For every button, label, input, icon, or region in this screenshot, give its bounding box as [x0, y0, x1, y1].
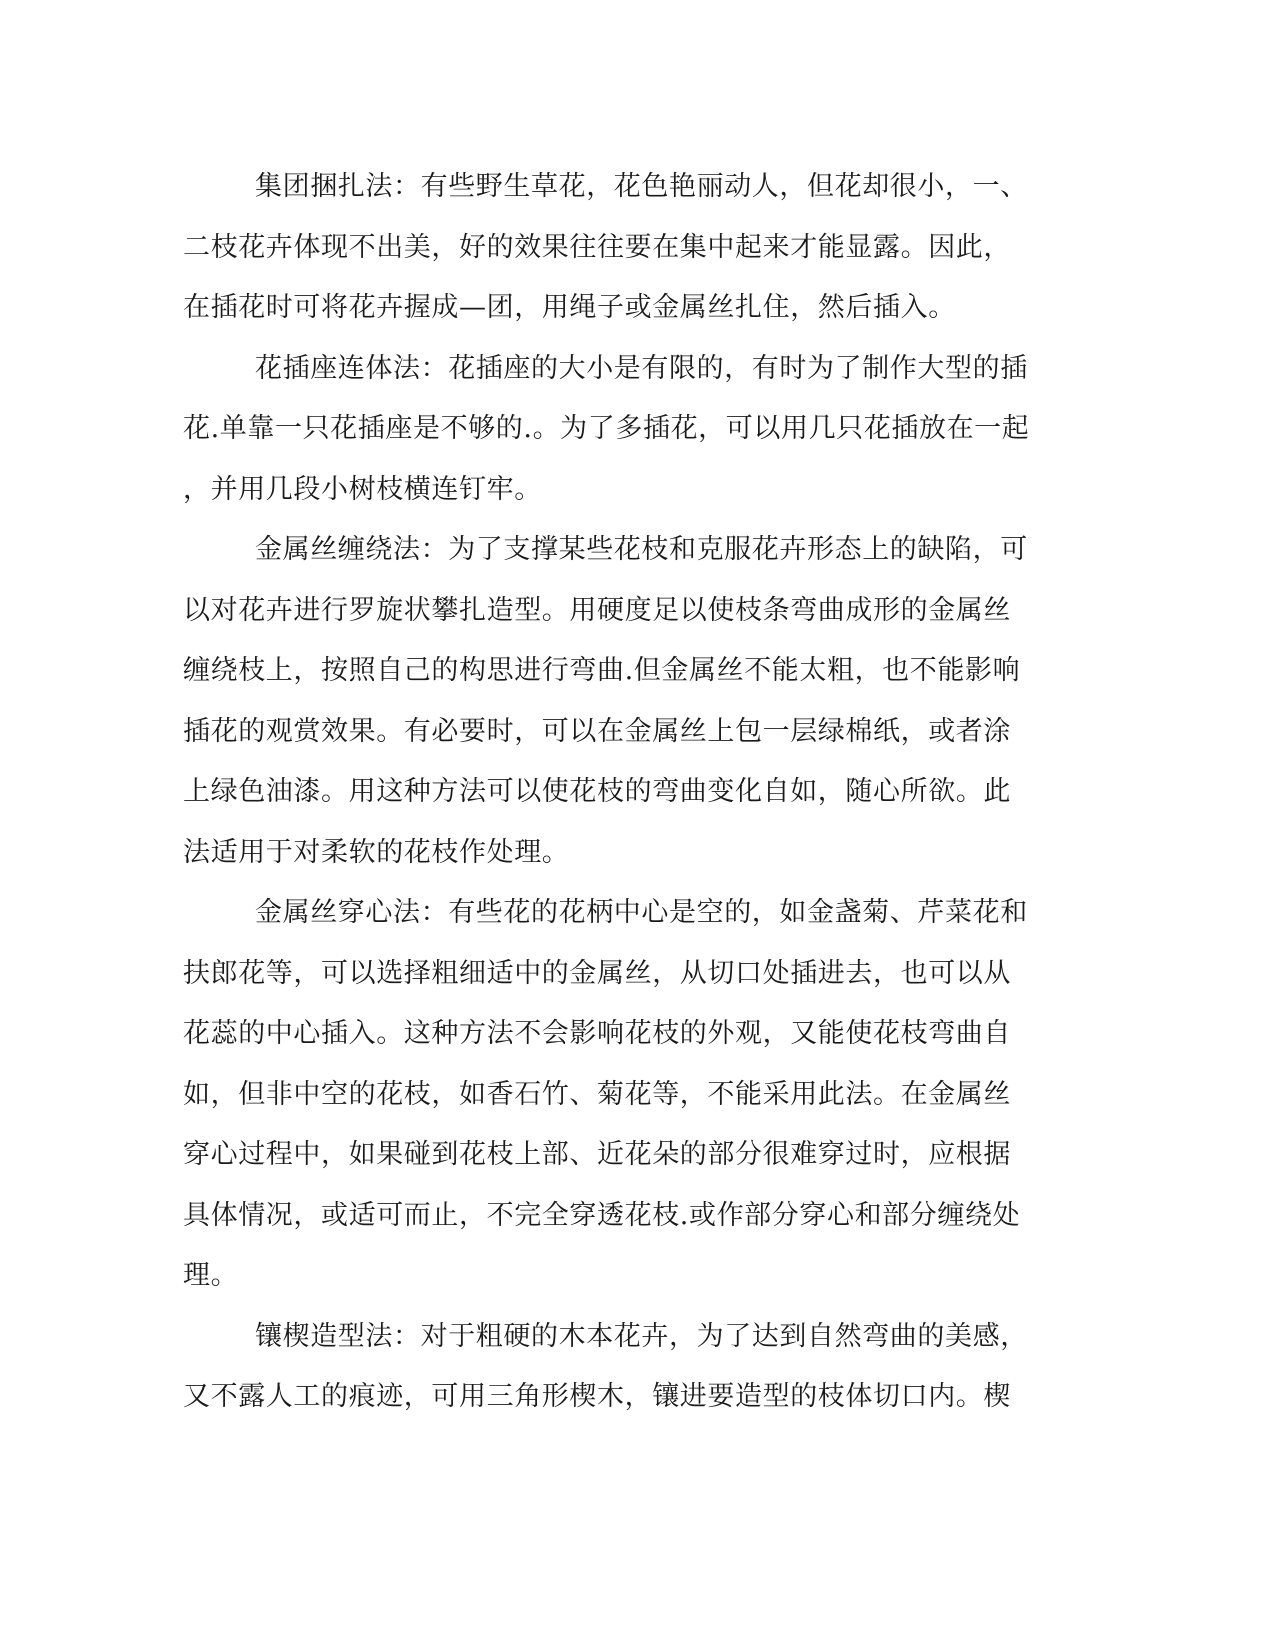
text-line: 金属丝穿心法：有些花的花柄中心是空的，如金盏菊、芹菜花和	[255, 897, 1028, 928]
text-line: 花蕊的中心插入。这种方法不会影响花枝的外观，又能使花枝弯曲自	[183, 1018, 1011, 1049]
text-line: 上绿色油漆。用这种方法可以使花枝的弯曲变化自如，随心所欲。此	[183, 776, 1011, 807]
text-line: 理。	[183, 1260, 239, 1291]
text-line: 以对花卉进行罗旋状攀扎造型。用硬度足以使枝条弯曲成形的金属丝	[183, 594, 1011, 626]
text-line: 具体情况，或适可而止，不完全穿透花枝.或作部分穿心和部分缠绕处	[183, 1199, 1021, 1231]
text-line: 扶郎花等，可以选择粗细适中的金属丝，从切口处插进去，也可以从	[183, 957, 1011, 989]
text-line: 花插座连体法：花插座的大小是有限的，有时为了制作大型的插	[255, 352, 1028, 384]
text-line: 在插花时可将花卉握成—团，用绳子或金属丝扎住，然后插入。	[183, 292, 956, 323]
text-line: 集团捆扎法：有些野生草花，花色艳丽动人，但花却很小，一、	[255, 171, 1028, 202]
text-line: 二枝花卉体现不出美，好的效果往往要在集中起来才能显露。因此，	[183, 231, 1011, 263]
text-line: 缠绕枝上，按照自己的构思进行弯曲.但金属丝不能太粗，也不能影响	[183, 655, 1021, 686]
text-line: ，并用几段小树枝横连钉牢。	[183, 473, 542, 505]
text-line: 镶楔造型法：对于粗硬的木本花卉，为了达到自然弯曲的美感，	[255, 1320, 1028, 1352]
text-line: 花.单靠一只花插座是不够的.。为了多插花，可以用几只花插放在一起	[183, 413, 1030, 444]
text-line: 金属丝缠绕法：为了支撑某些花枝和克服花卉形态上的缺陷，可	[255, 534, 1028, 565]
text-line: 如，但非中空的花枝，如香石竹、菊花等，不能采用此法。在金属丝	[183, 1078, 1011, 1110]
text-line: 又不露人工的痕迹，可用三角形楔木，镶进要造型的枝体切口内。楔	[183, 1381, 1011, 1412]
body-text	[183, 157, 1073, 1428]
text-line: 插花的观赏效果。有必要时，可以在金属丝上包一层绿棉纸，或者涂	[183, 715, 1011, 747]
text-line: 法适用于对柔软的花枝作处理。	[183, 836, 570, 868]
text-line: 穿心过程中，如果碰到花枝上部、近花朵的部分很难穿过时，应根据	[183, 1139, 1011, 1170]
